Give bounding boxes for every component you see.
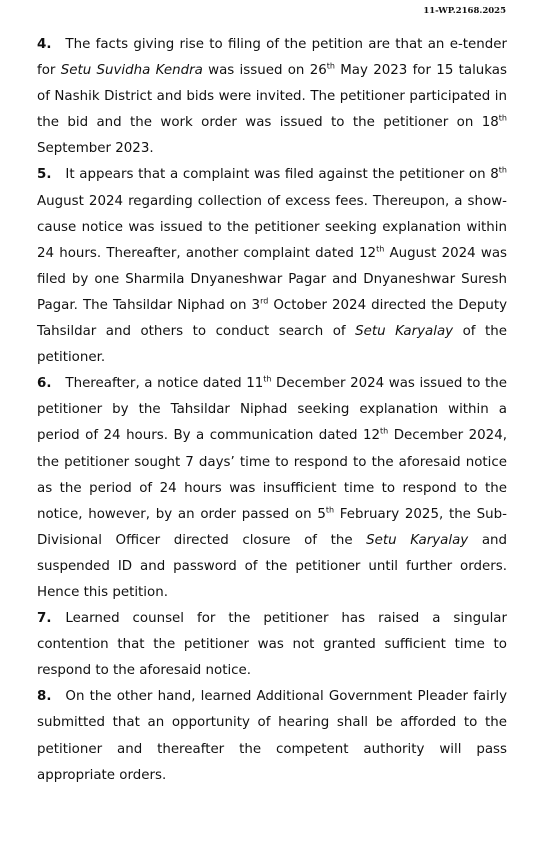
paragraph-5 bbox=[37, 162, 507, 371]
paragraph-text: On the other hand, learned Additional Government Pleader fairly submitted that an opportunity of hearing shall be afforded to the petitioner and thereafter the competent authority will pass appropriate orders. bbox=[37, 689, 507, 783]
paragraph-text: August 2024 regarding collection of excess fees. Thereupon, a show-cause notice was issued to the petitioner seeking explanation within 24 hours. Thereafter, another complaint dated 12 bbox=[37, 193, 507, 261]
paragraph-text: and suspended ID and password of the petitioner until further orders. Hence this petition. bbox=[37, 532, 508, 600]
paragraph-text: of the petitioner. bbox=[37, 324, 507, 366]
paragraph-4 bbox=[37, 32, 507, 162]
paragraph-number: 6. bbox=[37, 376, 52, 392]
ordinal-suffix: th bbox=[376, 244, 385, 254]
paragraph-number: 4. bbox=[37, 37, 52, 52]
paragraph-text: October 2024 directed the Deputy Tahsildar and others to conduct search of bbox=[37, 297, 507, 340]
paragraph-text: The facts giving rise to filing of the petition are that an e-tender for bbox=[37, 37, 507, 79]
paragraph-text: September 2023. bbox=[37, 141, 154, 157]
paragraph-number: 8. bbox=[37, 689, 52, 705]
paragraph-text: Thereafter, a notice dated 11 bbox=[65, 376, 264, 392]
paragraph-text: August 2024 was filed by one Sharmila Dnyaneshwar Pagar and Dnyaneshwar Suresh Pagar. The Tahsildar Niphad on 3 bbox=[37, 245, 507, 313]
ordinal-suffix: th bbox=[263, 374, 272, 384]
paragraph-text: Learned counsel for the petitioner has raised a singular contention that the petitioner was not granted sufficient time to respond to the aforesaid notice. bbox=[37, 611, 507, 679]
paragraph-text: December 2024 was issued to the petitioner by the Tahsildar Niphad seeking explanation within a period of 24 hours. By a communication dated 12 bbox=[37, 376, 507, 444]
paragraph-7 bbox=[37, 606, 507, 684]
ordinal-suffix: th bbox=[498, 166, 507, 175]
case-reference: 11-WP.2168.2025 bbox=[423, 6, 506, 16]
italic-term: Setu Suvidha Kendra bbox=[60, 63, 203, 79]
paragraph-number: 7. bbox=[37, 611, 52, 627]
paragraph-text: It appears that a complaint was filed against the petitioner on 8 bbox=[65, 167, 499, 183]
document-body bbox=[37, 32, 507, 789]
ordinal-suffix: th bbox=[380, 426, 389, 436]
paragraph-text: May 2023 for 15 talukas of Nashik District and bids were invited. The petitioner participated in the bid and the work order was issued to the petitioner on 18 bbox=[37, 63, 507, 131]
ordinal-suffix: th bbox=[325, 505, 335, 515]
paragraph-text: February 2025, the Sub-Divisional Officer directed closure of the bbox=[37, 506, 507, 548]
italic-term: Setu Karyalay bbox=[355, 324, 454, 340]
paragraph-number: 5. bbox=[37, 167, 52, 183]
paragraph-text: was issued on 26 bbox=[202, 63, 327, 79]
ordinal-suffix: th bbox=[326, 61, 335, 71]
ordinal-suffix: th bbox=[498, 113, 507, 123]
italic-term: Setu Karyalay bbox=[366, 532, 469, 548]
paragraph-6 bbox=[37, 371, 507, 606]
paragraph-text: December 2024, the petitioner sought 7 days’ time to respond to the aforesaid notice as the period of 24 hours was insufficient time to respond to the notice, however, by an order passed on 5 bbox=[37, 428, 507, 522]
paragraph-8 bbox=[37, 684, 507, 788]
ordinal-suffix: rd bbox=[260, 296, 269, 306]
